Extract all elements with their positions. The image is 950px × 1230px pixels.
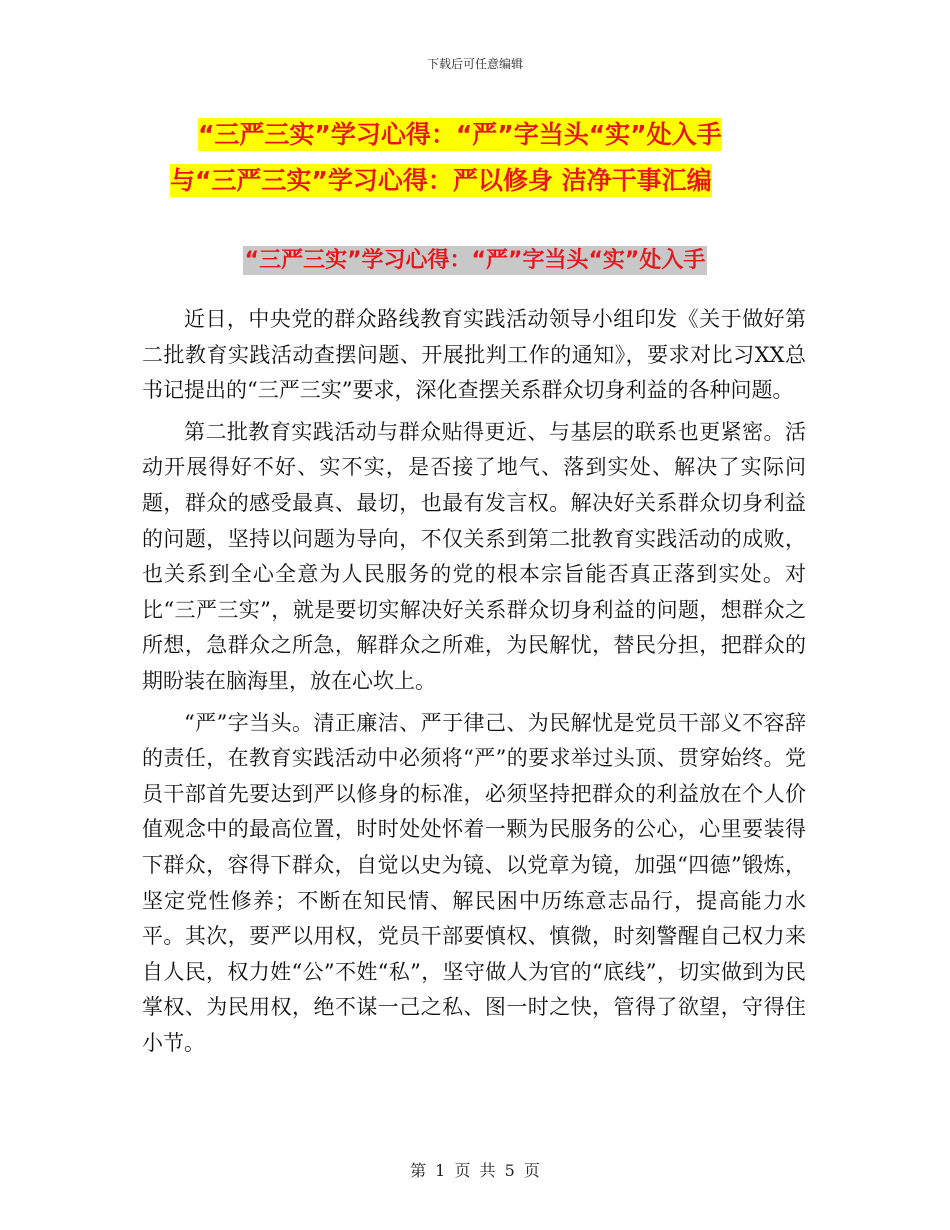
title-line-1-text: “三严三实”学习心得：“严”字当头“实”处入手 [198,120,722,149]
title-line-1 [170,112,810,158]
section-heading-text: “三严三实”学习心得：“严”字当头“实”处入手 [244,248,706,273]
paragraph: 第二批教育实践活动与群众贴得更近、与基层的联系也更紧密。活动开展得好不好、实不实，是否接了地气、落到实处、解决了实际问题，群众的感受最真、最切，也最有发言权。解决好关系群众切身利益的问题，坚持以问题为导向，不仅关系到第二批教育实践活动的成败，也关系到全心全意为人民服务的党的根本宗旨能否真正落到实处。对比“三严三实”，就是要切实解决好关系群众切身利益的问题，想群众之所想，急群众之所急，解群众之所难，为民解忧，替民分担，把群众的期盼装在脑海里，放在心坎上。 [142,419,806,693]
paragraph: “严”字当头。清正廉洁、严于律己、为民解忧是党员干部义不容辞的责任，在教育实践活动中必须将“严”的要求举过头顶、贯穿始终。党员干部首先要达到严以修身的标准，必须坚持把群众的利益放在个人价值观念中的最高位置，时时处处怀着一颗为民服务的公心，心里要装得下群众，容得下群众，自觉以史为镜、以党章为镜，加强“四德”锻炼，坚定党性修养；不断在知民情、解民困中历练意志品行，提高能力水平。其次，要严以用权，党员干部要慎权、慎微，时刻警醒自己权力来自人民，权力姓“公”不姓“私”，坚守做人为官的“底线”，切实做到为民掌权、为民用权，绝不谋一己之私、图一时之快，管得了欲望，守得住小节。 [142,710,806,1055]
page-footer: 第 1 页 共 5 页 [410,1161,540,1180]
section-heading [0,244,950,278]
body-text [142,302,806,1067]
title-line-2 [170,158,810,204]
paragraph: 近日，中央党的群众路线教育实践活动领导小组印发《关于做好第二批教育实践活动查摆问题、开展批判工作的通知》，要求对比习XX总书记提出的“三严三实”要求，深化查摆关系群众切身利益的各种问题。 [142,307,806,403]
header-note: 下载后可任意编辑 [426,57,523,71]
title-line-2-text: 与“三严三实”学习心得：严以修身 洁净干事汇编 [170,166,712,195]
document-title [170,112,810,204]
